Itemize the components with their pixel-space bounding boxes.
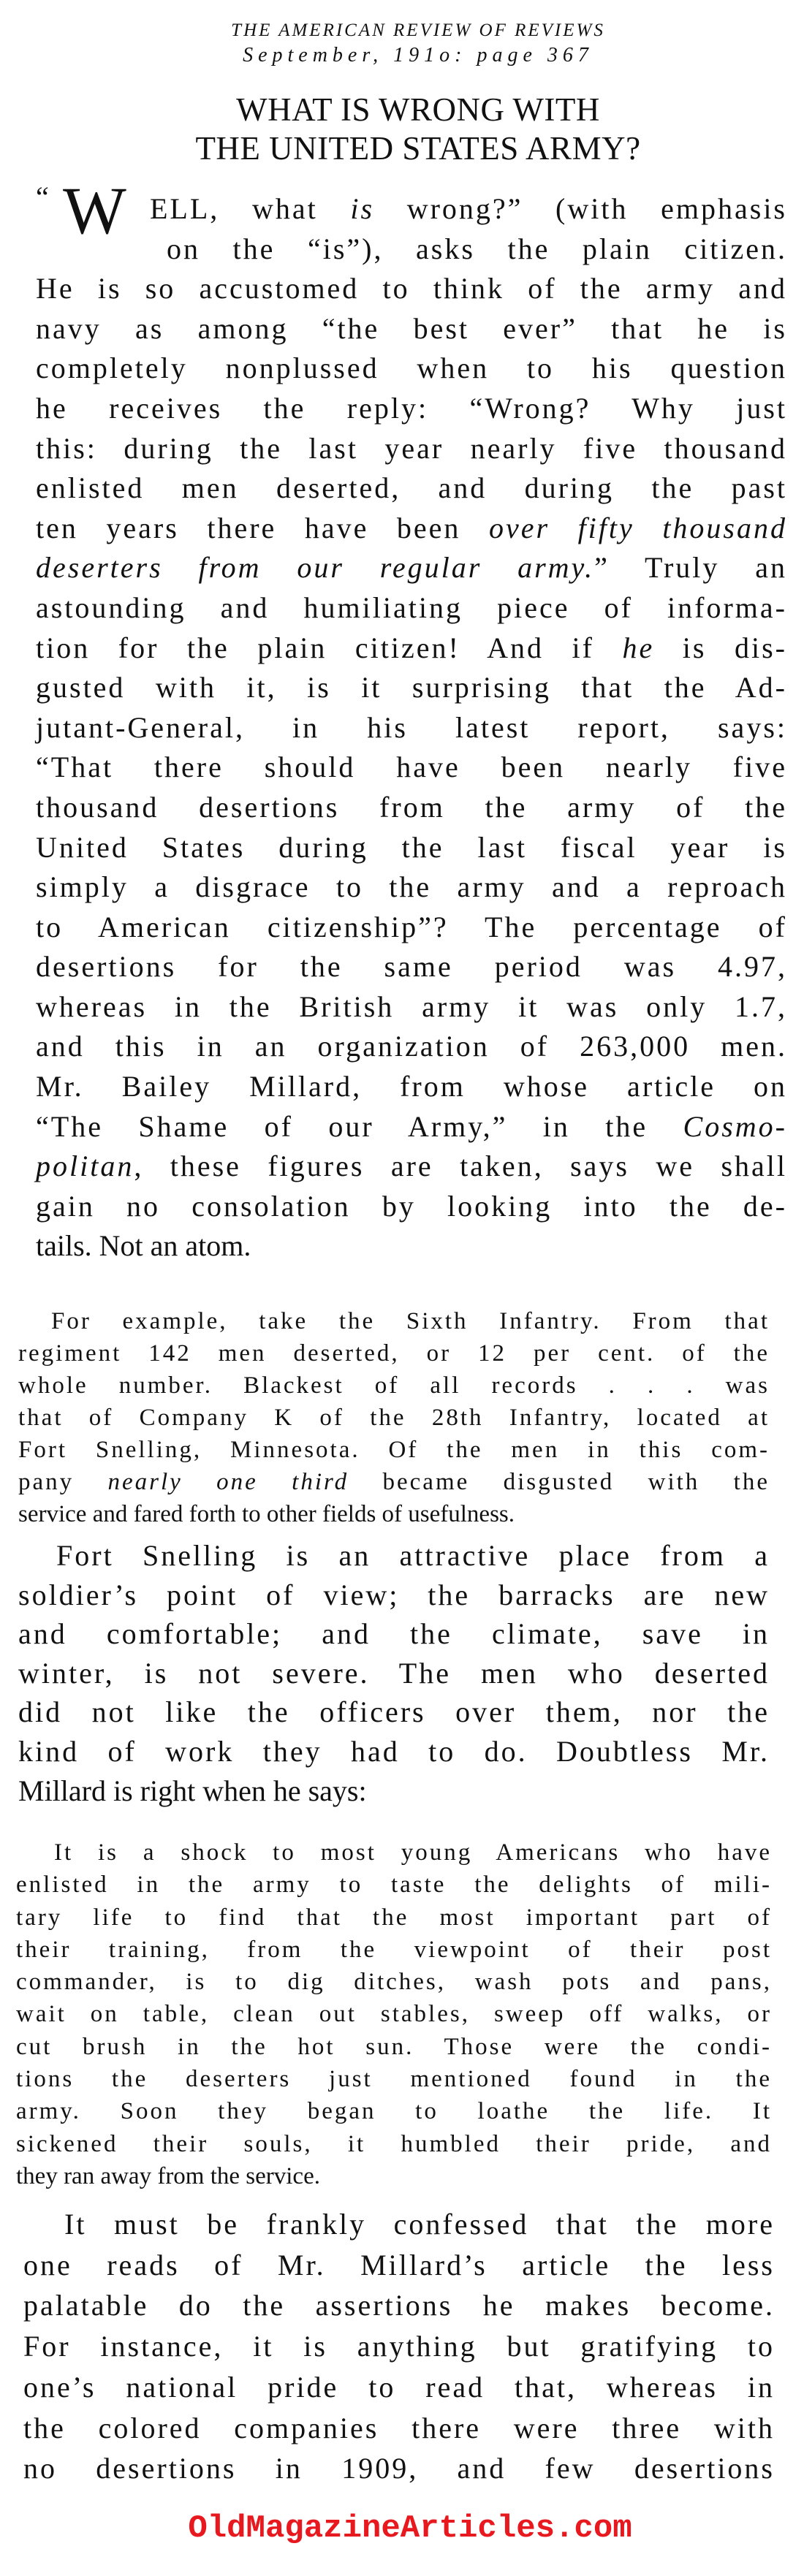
text-segment: whole number. Blackest of all records . . . was (18, 1372, 770, 1399)
text-segment: It must be frankly confessed that the more (64, 2208, 775, 2241)
text-segment: Millard is right when he says: (18, 1774, 367, 1807)
text-line (16, 2095, 772, 2127)
text-line (36, 189, 787, 229)
text-line (36, 1067, 787, 1107)
text-line (36, 548, 787, 588)
text-segment: soldier’s point of view; the barracks are new (18, 1578, 770, 1611)
text-segment: he receives the reply: “Wrong? Why just (36, 391, 787, 425)
text-line (18, 1654, 770, 1693)
text-segment: ” Truly an (594, 551, 788, 585)
text-line (18, 1466, 770, 1498)
text-segment: jutant-General, in his latest report, says: (36, 710, 787, 744)
text-segment: regiment 142 men deserted, or 12 per cent. of the (18, 1340, 770, 1367)
text-line (36, 389, 787, 429)
text-segment: Mr. Bailey Millard, from whose article on (36, 1070, 787, 1103)
italic-text: Cosmo- (683, 1109, 787, 1143)
text-segment: wait on table, clean out stables, sweep off walks, or (16, 2001, 772, 2028)
text-line (23, 2326, 775, 2367)
text-line (36, 748, 787, 788)
text-line (18, 1369, 770, 1402)
text-line (23, 2448, 775, 2489)
opening-quote-mark: “ (36, 181, 49, 213)
italic-text: politan (36, 1150, 134, 1183)
text-line (36, 588, 787, 628)
text-line (16, 2063, 772, 2095)
text-line (23, 2204, 775, 2245)
text-segment: gusted with it, is it surprising that the Ad- (36, 671, 787, 704)
text-line (16, 2160, 772, 2192)
text-segment: pany (18, 1469, 108, 1495)
paragraph-conclusion (23, 2204, 775, 2489)
text-segment: For instance, it is anything but gratifying to (23, 2330, 775, 2363)
text-segment: “The Shame of our Army,” in the (36, 1109, 683, 1143)
text-segment: commander, is to dig ditches, wash pots and pans, (16, 1969, 772, 1996)
italic-text: he (622, 631, 655, 664)
italic-text: deserters from our regular army. (36, 551, 595, 585)
text-segment: army. Soon they began to loathe the life. It (16, 2098, 772, 2125)
text-segment: tails. Not an atom. (36, 1229, 251, 1263)
text-segment: that of Company K of the 28th Infantry, located at (18, 1405, 770, 1431)
text-segment: they ran away from the service. (16, 2162, 320, 2189)
text-line (36, 668, 787, 708)
text-segment: one reads of Mr. Millard’s article the less (23, 2248, 775, 2281)
italic-text: is (350, 192, 375, 225)
text-segment: this: during the last year nearly five thousand (36, 431, 787, 465)
text-line (23, 2245, 775, 2286)
text-segment: He is so accustomed to think of the army and (36, 272, 787, 305)
text-line (16, 2128, 772, 2160)
text-segment: navy as among “the best ever” that he is (36, 311, 787, 345)
text-segment: astounding and humiliating piece of informa- (36, 590, 787, 624)
text-line (18, 1771, 770, 1811)
text-line (36, 1107, 787, 1147)
text-line (36, 947, 787, 987)
text-segment: kind of work they had to do. Doubtless Mr. (18, 1734, 770, 1768)
text-line (18, 1536, 770, 1576)
article-title-line-1: WHAT IS WRONG WITH (236, 91, 600, 128)
text-segment: palatable do the assertions he makes become. (23, 2289, 775, 2322)
text-segment: For example, take the Sixth Infantry. From that (51, 1308, 770, 1334)
text-line (16, 1836, 772, 1869)
text-line (23, 2367, 775, 2408)
text-line (36, 468, 787, 509)
text-line (36, 429, 787, 469)
text-line (18, 1576, 770, 1615)
text-line (36, 788, 787, 828)
text-line (36, 309, 787, 349)
text-line (36, 987, 787, 1027)
text-line (16, 1998, 772, 2030)
text-segment: and this in an organization of 263,000 men. (36, 1030, 787, 1063)
text-segment: is dis- (654, 631, 787, 664)
text-segment: became disgusted with the (349, 1469, 770, 1495)
text-segment: did not like the officers over them, nor the (18, 1695, 770, 1729)
text-segment: on the “is”), asks the plain citizen. (167, 232, 787, 265)
site-watermark: OldMagazineArticles.com (188, 2510, 632, 2547)
issue-date-page: September, 191o: page 367 (243, 44, 593, 67)
text-segment: no desertions in 1909, and few desertions (23, 2452, 775, 2485)
text-line (36, 908, 787, 948)
text-segment: thousand desertions from the army of the (36, 790, 787, 824)
text-line (36, 349, 787, 389)
text-segment: ELL, what (150, 192, 351, 225)
text-line (18, 1692, 770, 1732)
text-line (36, 708, 787, 748)
text-segment: enlisted men deserted, and during the past (36, 471, 787, 505)
quoted-excerpt-millard (16, 1836, 772, 2192)
text-segment: , these figures are taken, says we shall (134, 1150, 787, 1183)
text-segment: the colored companies there were three with (23, 2411, 775, 2444)
text-segment: tion for the plain citizen! And if (36, 631, 623, 664)
text-segment: winter, is not severe. The men who deserted (18, 1656, 770, 1690)
text-segment: gain no consolation by looking into the de- (36, 1189, 787, 1223)
article-title (0, 91, 804, 168)
text-line (36, 1226, 787, 1266)
text-line (36, 1147, 787, 1187)
text-line (18, 1305, 770, 1337)
text-line (18, 1498, 770, 1530)
text-line (36, 269, 787, 309)
text-line (36, 828, 787, 868)
text-line (36, 229, 787, 270)
text-segment: simply a disgrace to the army and a reproach (36, 870, 787, 904)
text-line (36, 867, 787, 908)
text-line (16, 1966, 772, 1998)
text-line (16, 1934, 772, 1966)
publication-name: THE AMERICAN REVIEW OF REVIEWS (231, 20, 605, 40)
text-line (18, 1402, 770, 1434)
text-segment: one’s national pride to read that, whereas in (23, 2370, 775, 2404)
text-segment: to American citizenship”? The percentage of (36, 910, 787, 943)
italic-text: nearly one third (107, 1469, 349, 1495)
text-segment: tions the deserters just mentioned found in the (16, 2066, 772, 2093)
text-segment: United States during the last fiscal year is (36, 830, 787, 864)
article-title-line-2: THE UNITED STATES ARMY? (195, 130, 641, 167)
text-segment: tary life to find that the most important part of (16, 1904, 772, 1931)
quoted-excerpt-sixth-infantry (18, 1305, 770, 1530)
text-segment: ten years there have been (36, 511, 489, 544)
paragraph-intro (36, 189, 787, 1266)
text-segment: wrong?” (with emphasis (374, 192, 788, 225)
text-segment: sickened their souls, it humbled their pride, and (16, 2130, 772, 2157)
drop-cap-letter: W (63, 173, 126, 248)
text-line (23, 2408, 775, 2449)
text-line (36, 628, 787, 669)
text-line (16, 1901, 772, 1934)
text-line (18, 1732, 770, 1771)
italic-text: over fifty thousand (488, 511, 788, 544)
text-segment: cut brush in the hot sun. Those were the condi- (16, 2033, 772, 2060)
text-segment: Fort Snelling, Minnesota. Of the men in this com- (18, 1437, 770, 1463)
text-line (18, 1337, 770, 1369)
text-line (36, 1027, 787, 1067)
text-segment: enlisted in the army to taste the delights of mili- (16, 1872, 772, 1899)
text-segment: desertions for the same period was 4.97, (36, 950, 787, 984)
paragraph-fort-snelling (18, 1536, 770, 1810)
text-line (23, 2285, 775, 2326)
text-line (18, 1614, 770, 1654)
text-line (16, 1869, 772, 1901)
text-segment: whereas in the British army it was only 1.7, (36, 989, 787, 1023)
text-segment: their training, from the viewpoint of their post (16, 1936, 772, 1963)
text-segment: and comfortable; and the climate, save in (18, 1617, 770, 1651)
text-segment: “That there should have been nearly five (36, 751, 787, 784)
text-segment: Fort Snelling is an attractive place from a (56, 1539, 770, 1572)
text-line (36, 509, 787, 549)
text-segment: service and fared forth to other fields of usefulness. (18, 1501, 515, 1527)
text-line (36, 1187, 787, 1227)
text-segment: completely nonplussed when to his question (36, 352, 787, 385)
text-line (16, 2031, 772, 2063)
text-line (18, 1434, 770, 1466)
text-segment: It is a shock to most young Americans who have (54, 1839, 772, 1866)
